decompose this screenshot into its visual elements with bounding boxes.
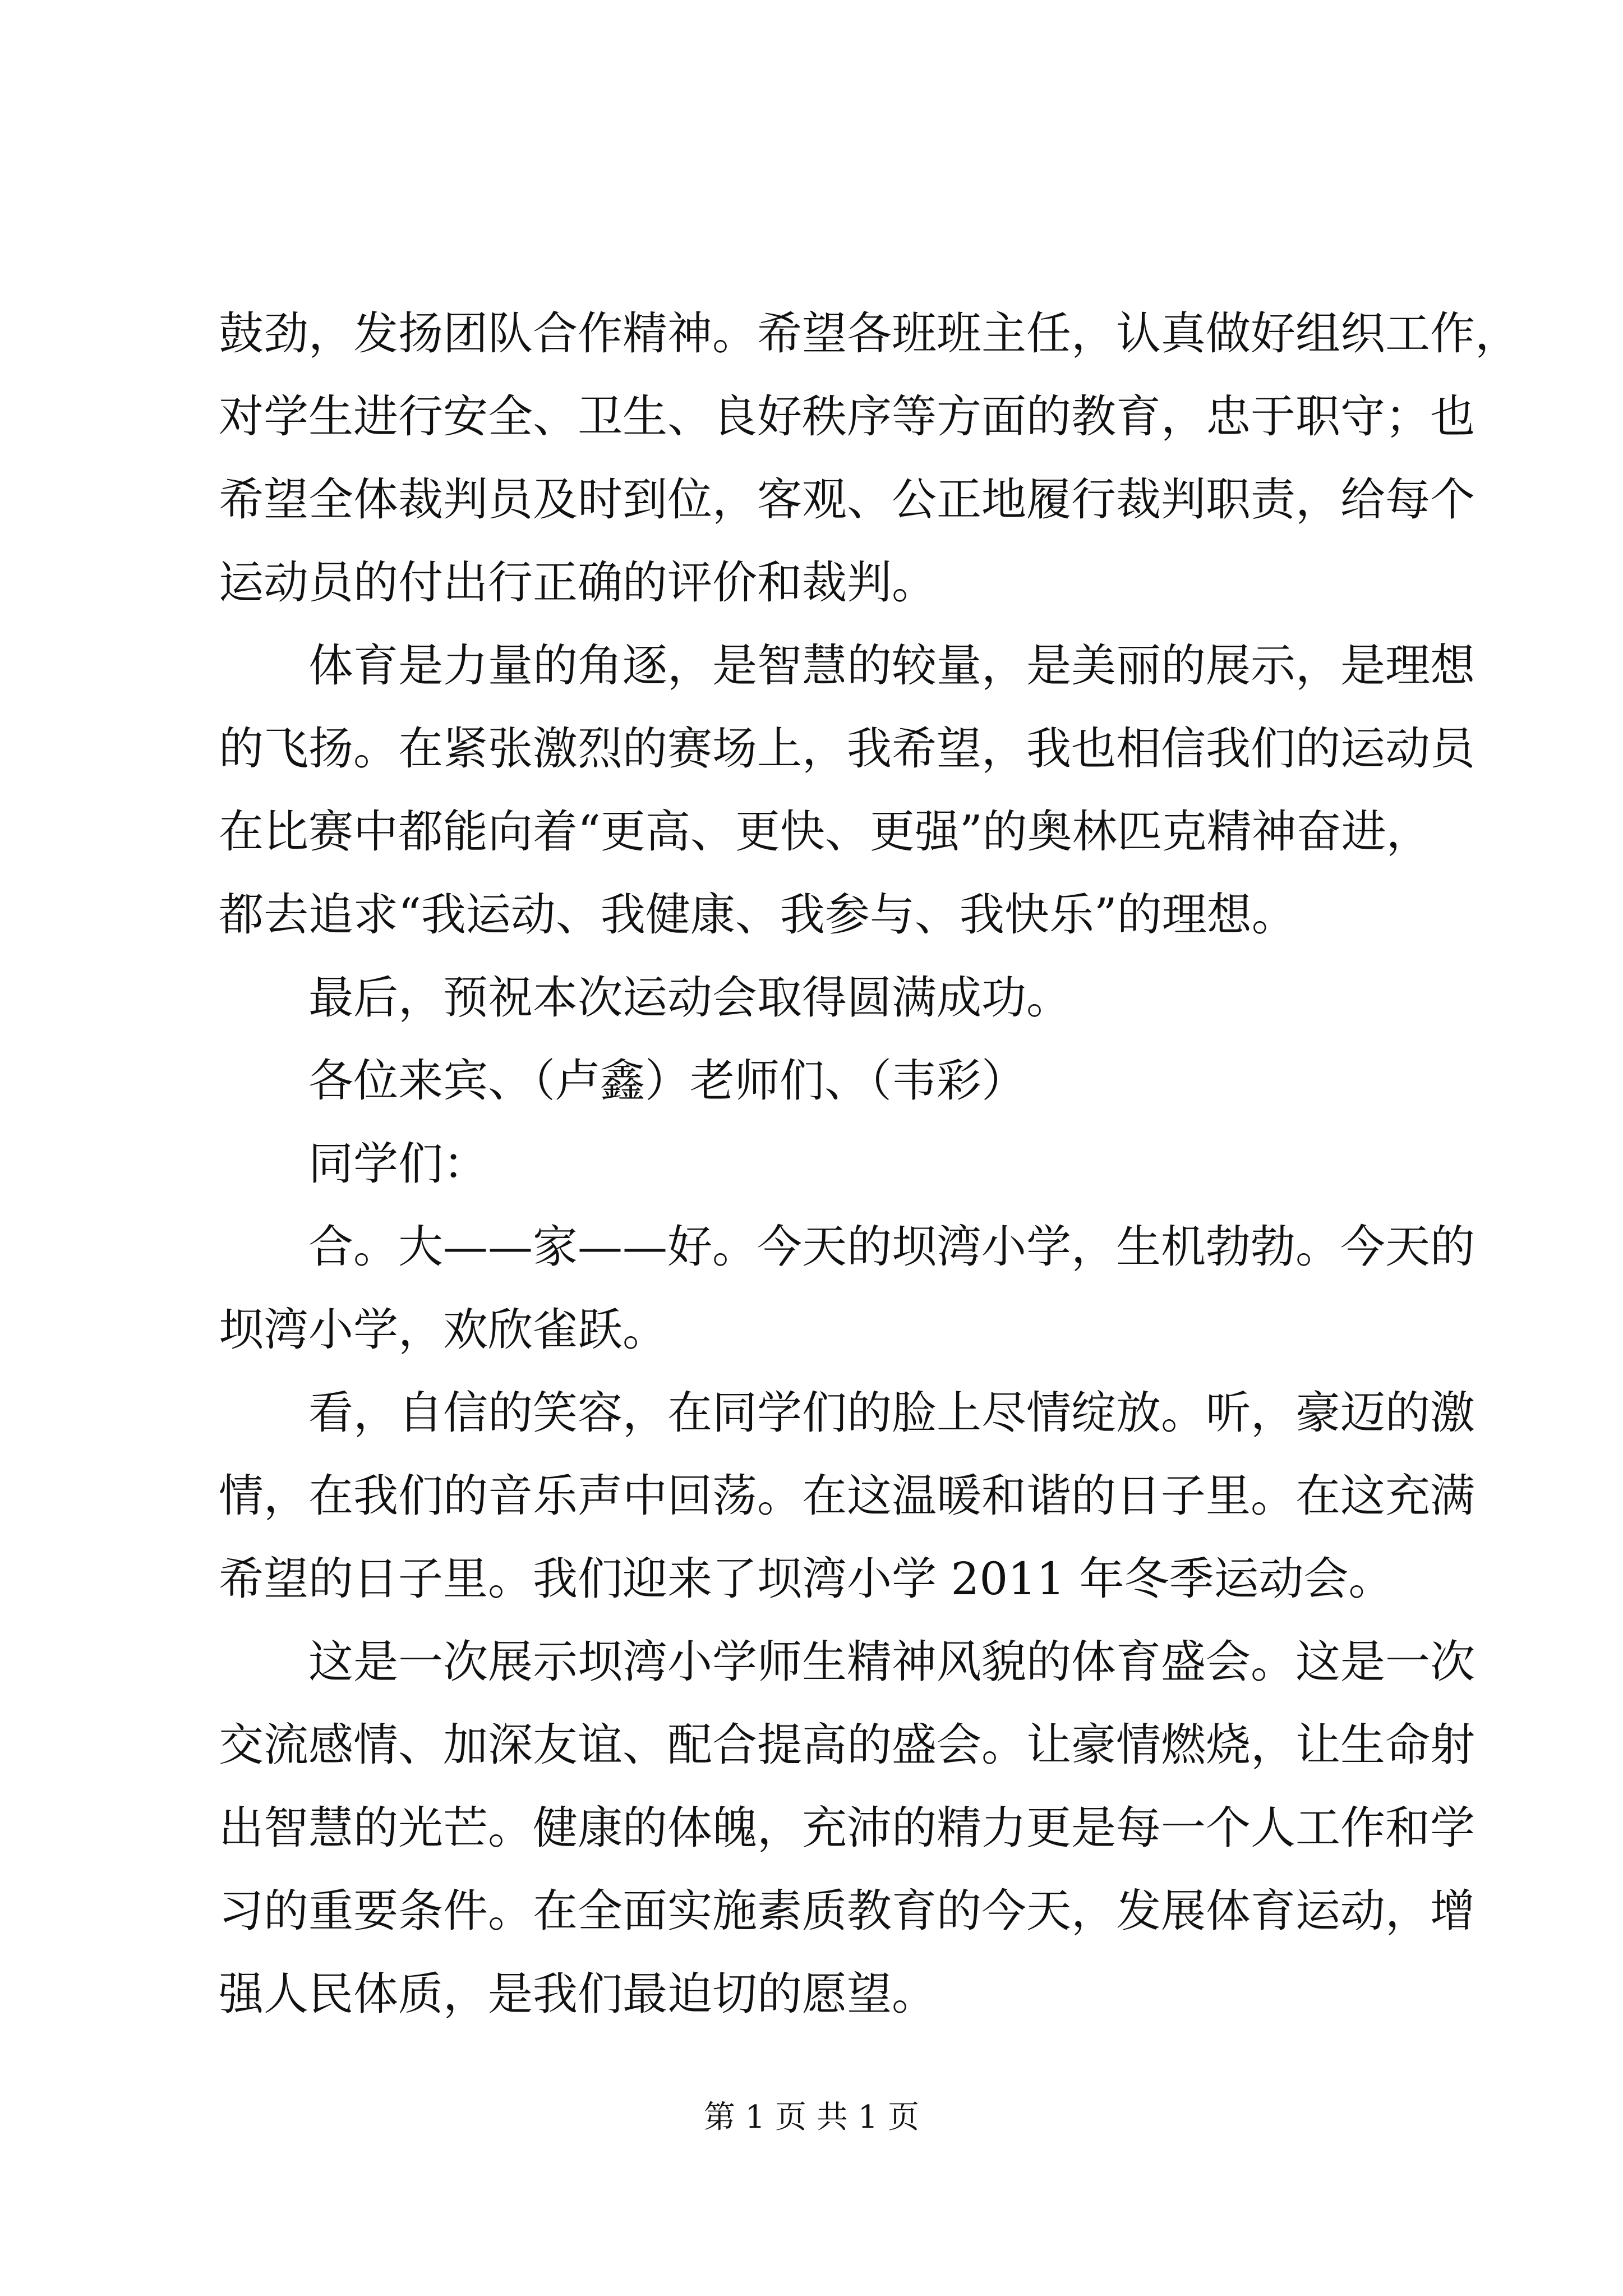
text-line: 情，在我们的音乐声中回荡。在这温暖和谐的日子里。在这充满 — [219, 1470, 1475, 1522]
text-line: 最后，预祝本次运动会取得圆满成功。 — [308, 972, 1071, 1024]
text-line: 在比赛中都能向着“更高、更快、更强”的奥林匹克精神奋进， — [219, 806, 1431, 858]
text-line: 同学们： — [308, 1138, 488, 1190]
text-line: 体育是力量的角逐，是智慧的较量，是美丽的展示，是理想 — [308, 639, 1475, 692]
text-line: 出智慧的光芒。健康的体魄，充沛的精力更是每一个人工作和学 — [219, 1802, 1475, 1854]
text-line: 坝湾小学，欢欣雀跃。 — [219, 1304, 667, 1356]
text-line: 交流感情、加深友谊、配合提高的盛会。让豪情燃烧，让生命射 — [219, 1719, 1475, 1771]
text-line: 强人民体质，是我们最迫切的愿望。 — [219, 1968, 937, 2020]
text-line: 合。大——家——好。今天的坝湾小学，生机勃勃。今天的 — [308, 1221, 1475, 1273]
page-number-footer: 第 1 页 共 1 页 — [703, 2099, 920, 2136]
text-line: 希望的日子里。我们迎来了坝湾小学 2011 年冬季运动会。 — [219, 1553, 1394, 1605]
text-line: 希望全体裁判员及时到位，客观、公正地履行裁判职责，给每个 — [219, 473, 1475, 526]
text-line: 鼓劲，发扬团队合作精神。希望各班班主任，认真做好组织工作， — [219, 307, 1520, 360]
text-line: 对学生进行安全、卫生、良好秩序等方面的教育，忠于职守；也 — [219, 390, 1475, 443]
text-line: 都去追求“我运动、我健康、我参与、我快乐”的理想。 — [219, 889, 1297, 941]
text-line: 运动员的付出行正确的评价和裁判。 — [219, 556, 937, 609]
text-line: 习的重要条件。在全面实施素质教育的今天，发展体育运动，增 — [219, 1885, 1475, 1937]
text-line: 看，自信的笑容，在同学们的脸上尽情绽放。听，豪迈的激 — [308, 1387, 1475, 1439]
text-line: 的飞扬。在紧张激烈的赛场上，我希望，我也相信我们的运动员 — [219, 723, 1475, 775]
text-line: 各位来宾、（卢鑫）老师们、（韦彩） — [308, 1055, 1026, 1107]
text-line: 这是一次展示坝湾小学师生精神风貌的体育盛会。这是一次 — [308, 1636, 1475, 1688]
